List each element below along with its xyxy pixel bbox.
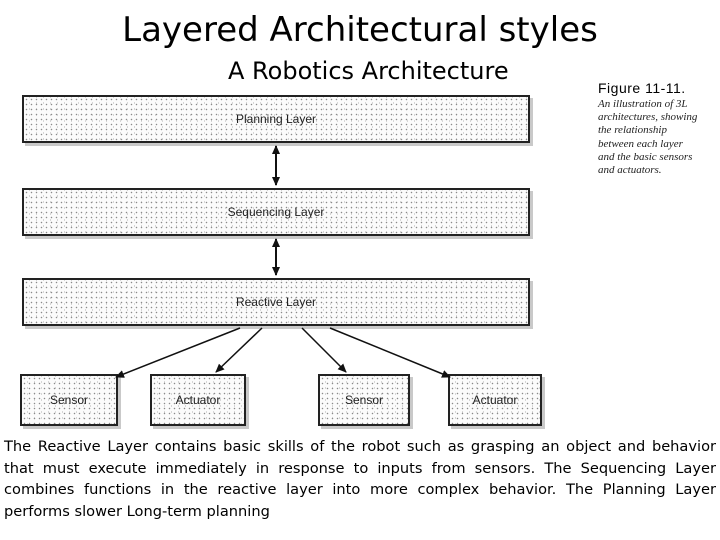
sequencing-layer-label: Sequencing Layer bbox=[227, 205, 325, 219]
actuator-label-1: Actuator bbox=[175, 393, 221, 407]
sensor-label-2: Sensor bbox=[344, 393, 384, 407]
sensor-box-1 bbox=[20, 374, 118, 426]
actuator-box-1 bbox=[150, 374, 246, 426]
reactive-layer-label: Reactive Layer bbox=[235, 295, 317, 309]
sensor-label-1: Sensor bbox=[49, 393, 89, 407]
planning-layer-box bbox=[22, 95, 530, 143]
figure-title: Figure 11-11. bbox=[598, 80, 686, 96]
reactive-sensor1-arrow bbox=[116, 328, 240, 377]
page-title: Layered Architectural styles bbox=[122, 10, 598, 50]
figure-caption: An illustration of 3L architectures, showing the relationship between each layer and the basic sensors and actuators. bbox=[598, 98, 698, 177]
reactive-layer-box bbox=[22, 278, 530, 326]
description-text: The Reactive Layer contains basic skills of the robot such as grasping an object and behavior that must execute immediately in response to inputs from sensors. The Sequencing Layer combines functions in the reactive layer into more complex behavior. The Planning Layer performs slower Long-term planning bbox=[4, 438, 716, 520]
reactive-actuator2-arrow bbox=[330, 328, 450, 377]
sequencing-layer-box bbox=[22, 188, 530, 236]
actuator-label-2: Actuator bbox=[472, 393, 518, 407]
planning-layer-label: Planning Layer bbox=[235, 112, 317, 126]
reactive-actuator1-arrow bbox=[216, 328, 262, 372]
actuator-box-2 bbox=[448, 374, 542, 426]
sensor-box-2 bbox=[318, 374, 410, 426]
page-subtitle: A Robotics Architecture bbox=[228, 57, 509, 85]
reactive-sensor2-arrow bbox=[302, 328, 346, 372]
